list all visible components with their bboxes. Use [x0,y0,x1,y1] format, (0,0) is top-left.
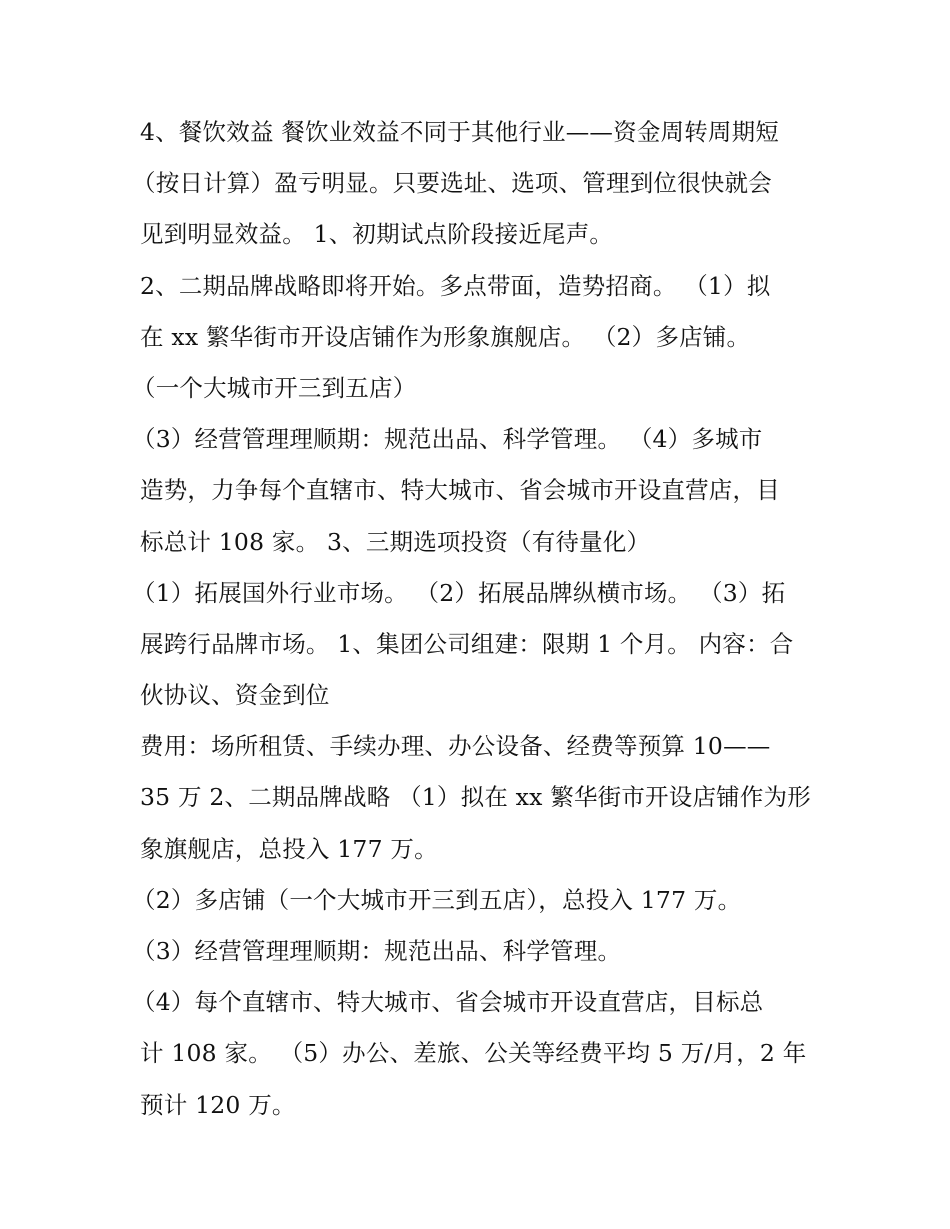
text-line: （2）多店铺（一个大城市开三到五店），总投入 177 万。 [132,885,742,914]
document-body [132,107,820,1131]
text-line: （按日计算）盈亏明显。只要选址、选项、管理到位很快就会 [132,169,772,198]
text-line: 计 108 家。 （5）办公、差旅、公关等经费平均 5 万/月，2 年 [140,1039,807,1068]
text-line: 2、二期品牌战略即将开始。多点带面，造势招商。 （1）拟 [140,271,771,300]
text-line: 伙协议、资金到位 [140,681,330,710]
text-line: 4、餐饮效益 餐饮业效益不同于其他行业——资金周转周期短 [140,118,780,146]
text-line: 展跨行品牌市场。 1、集团公司组建：限期 1 个月。 内容：合 [140,629,794,658]
text-line: 造势，力争每个直辖市、特大城市、省会城市开设直营店，目 [140,476,780,505]
text-line: （一个大城市开三到五店） [132,373,417,402]
text-line: （3）经营管理理顺期：规范出品、科学管理。 [132,937,622,965]
text-line: 标总计 108 家。 3、三期选项投资（有待量化） [140,527,651,556]
text-line: （4）每个直辖市、特大城市、省会城市开设直营店，目标总 [132,988,764,1017]
text-line: 在 xx 繁华街市开设店铺作为形象旗舰店。 （2）多店铺。 [140,322,751,351]
text-line: （3）经营管理理顺期：规范出品、科学管理。 （4）多城市 [132,425,763,454]
text-line: 费用：场所租赁、手续办理、办公设备、经费等预算 10—— [140,732,771,761]
text-line: 预计 120 万。 [140,1090,296,1119]
text-line: （1）拓展国外行业市场。 （2）拓展品牌纵横市场。 （3）拓 [132,578,786,607]
text-line: 见到明显效益。 1、初期试点阶段接近尾声。 [140,220,614,249]
text-line: 35 万 2、二期品牌战略 （1）拟在 xx 繁华街市开设店铺作为形 [140,783,811,812]
text-line: 象旗舰店，总投入 177 万。 [140,834,438,863]
